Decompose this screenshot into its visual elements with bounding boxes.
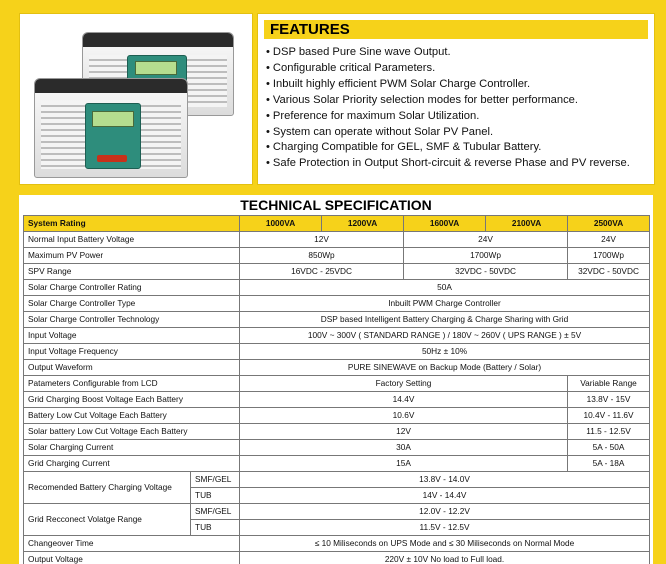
rating-2500va: 2500VA: [568, 216, 650, 232]
table-row: [24, 248, 650, 264]
table-row: [24, 360, 650, 376]
cell-value: 10.6V: [240, 408, 568, 424]
cell-value: 15A: [240, 456, 568, 472]
features-title: FEATURES: [264, 20, 648, 39]
feature-item: • Charging Compatible for GEL, SMF & Tubular Battery.: [266, 140, 630, 156]
product-image: [19, 13, 253, 185]
cell-value: 100V ~ 300V ( STANDARD RANGE ) / 180V ~ 260V ( UPS RANGE ) ± 5V: [240, 328, 650, 344]
table-header-row: [24, 216, 650, 232]
table-row: [24, 440, 650, 456]
spec-table: [23, 215, 650, 564]
row-label: Output Waveform: [24, 360, 240, 376]
table-row: [24, 344, 650, 360]
row-label: Patameters Configurable from LCD: [24, 376, 240, 392]
cell-value: Variable Range: [568, 376, 650, 392]
row-label: Solar Charging Current: [24, 440, 240, 456]
table-row: [24, 328, 650, 344]
table-row: [24, 472, 650, 488]
row-label: Output Voltage: [24, 552, 240, 564]
table-row: [24, 408, 650, 424]
table-row: [24, 424, 650, 440]
sub-label: TUB: [191, 488, 240, 504]
table-row: [24, 232, 650, 248]
cell-value: Inbuilt PWM Charge Controller: [240, 296, 650, 312]
cell-value: 24V: [404, 232, 568, 248]
cell-value: 11.5 - 12.5V: [568, 424, 650, 440]
row-label: Solar Charge Controller Rating: [24, 280, 240, 296]
table-row: [24, 264, 650, 280]
cell-value: 10.4V - 11.6V: [568, 408, 650, 424]
rating-1000va: 1000VA: [240, 216, 322, 232]
cell-value: 14V - 14.4V: [240, 488, 650, 504]
spec-title: TECHNICAL SPECIFICATION: [240, 197, 432, 213]
table-row: [24, 376, 650, 392]
row-label: Solar battery Low Cut Voltage Each Battery: [24, 424, 240, 440]
cell-value: 220V ± 10V No load to Full load.: [240, 552, 650, 564]
spec-panel: [19, 195, 653, 564]
cell-value: Factory Setting: [240, 376, 568, 392]
cell-value: 12V: [240, 424, 568, 440]
cell-value: 12.0V - 12.2V: [240, 504, 650, 520]
row-label: Input Voltage: [24, 328, 240, 344]
cell-value: 13.8V - 15V: [568, 392, 650, 408]
cell-value: 16VDC - 25VDC: [240, 264, 404, 280]
row-label: Battery Low Cut Voltage Each Battery: [24, 408, 240, 424]
row-label: Grid Recconect Volatge Range: [24, 504, 191, 536]
feature-item: • Safe Protection in Output Short-circuit & reverse Phase and PV reverse.: [266, 156, 630, 172]
features-panel: [257, 13, 655, 185]
table-row: [24, 552, 650, 564]
rating-2100va: 2100VA: [486, 216, 568, 232]
cell-value: 5A - 50A: [568, 440, 650, 456]
rating-1200va: 1200VA: [322, 216, 404, 232]
cell-value: 1700Wp: [404, 248, 568, 264]
sub-label: TUB: [191, 520, 240, 536]
cell-value: 50A: [240, 280, 650, 296]
cell-value: 5A - 18A: [568, 456, 650, 472]
feature-item: • Various Solar Priority selection modes for better performance.: [266, 93, 630, 109]
header-label: System Rating: [24, 216, 240, 232]
cell-value: 32VDC - 50VDC: [404, 264, 568, 280]
row-label: Grid Charging Boost Voltage Each Battery: [24, 392, 240, 408]
cell-value: DSP based Intelligent Battery Charging & Charge Sharing with Grid: [240, 312, 650, 328]
table-row: [24, 296, 650, 312]
sub-label: SMF/GEL: [191, 472, 240, 488]
cell-value: ≤ 10 Miliseconds on UPS Mode and ≤ 30 Miliseconds on Normal Mode: [240, 536, 650, 552]
table-row: [24, 312, 650, 328]
cell-value: 13.8V - 14.0V: [240, 472, 650, 488]
features-list: [266, 45, 630, 172]
cell-value: 30A: [240, 440, 568, 456]
row-label: Grid Charging Current: [24, 456, 240, 472]
row-label: Maximum PV Power: [24, 248, 240, 264]
feature-item: • DSP based Pure Sine wave Output.: [266, 45, 630, 61]
table-row: [24, 536, 650, 552]
cell-value: 12V: [240, 232, 404, 248]
cell-value: 32VDC - 50VDC: [568, 264, 650, 280]
cell-value: 24V: [568, 232, 650, 248]
table-row: [24, 280, 650, 296]
rating-1600va: 1600VA: [404, 216, 486, 232]
row-label: Input Voltage Frequency: [24, 344, 240, 360]
cell-value: PURE SINEWAVE on Backup Mode (Battery / Solar): [240, 360, 650, 376]
row-label: Changeover Time: [24, 536, 240, 552]
row-label: SPV Range: [24, 264, 240, 280]
cell-value: 11.5V - 12.5V: [240, 520, 650, 536]
table-row: [24, 504, 650, 520]
row-label: Recomended Battery Charging Voltage: [24, 472, 191, 504]
cell-value: 50Hz ± 10%: [240, 344, 650, 360]
cell-value: 14.4V: [240, 392, 568, 408]
cell-value: 850Wp: [240, 248, 404, 264]
feature-item: • System can operate without Solar PV Panel.: [266, 125, 630, 141]
row-label: Solar Charge Controller Technology: [24, 312, 240, 328]
row-label: Solar Charge Controller Type: [24, 296, 240, 312]
cell-value: 1700Wp: [568, 248, 650, 264]
row-label: Normal Input Battery Voltage: [24, 232, 240, 248]
feature-item: • Configurable critical Parameters.: [266, 61, 630, 77]
sub-label: SMF/GEL: [191, 504, 240, 520]
feature-item: • Inbuilt highly efficient PWM Solar Charge Controller.: [266, 77, 630, 93]
table-row: [24, 392, 650, 408]
feature-item: • Preference for maximum Solar Utilization.: [266, 109, 630, 125]
table-row: [24, 456, 650, 472]
inverter-unit-front: [34, 78, 188, 178]
